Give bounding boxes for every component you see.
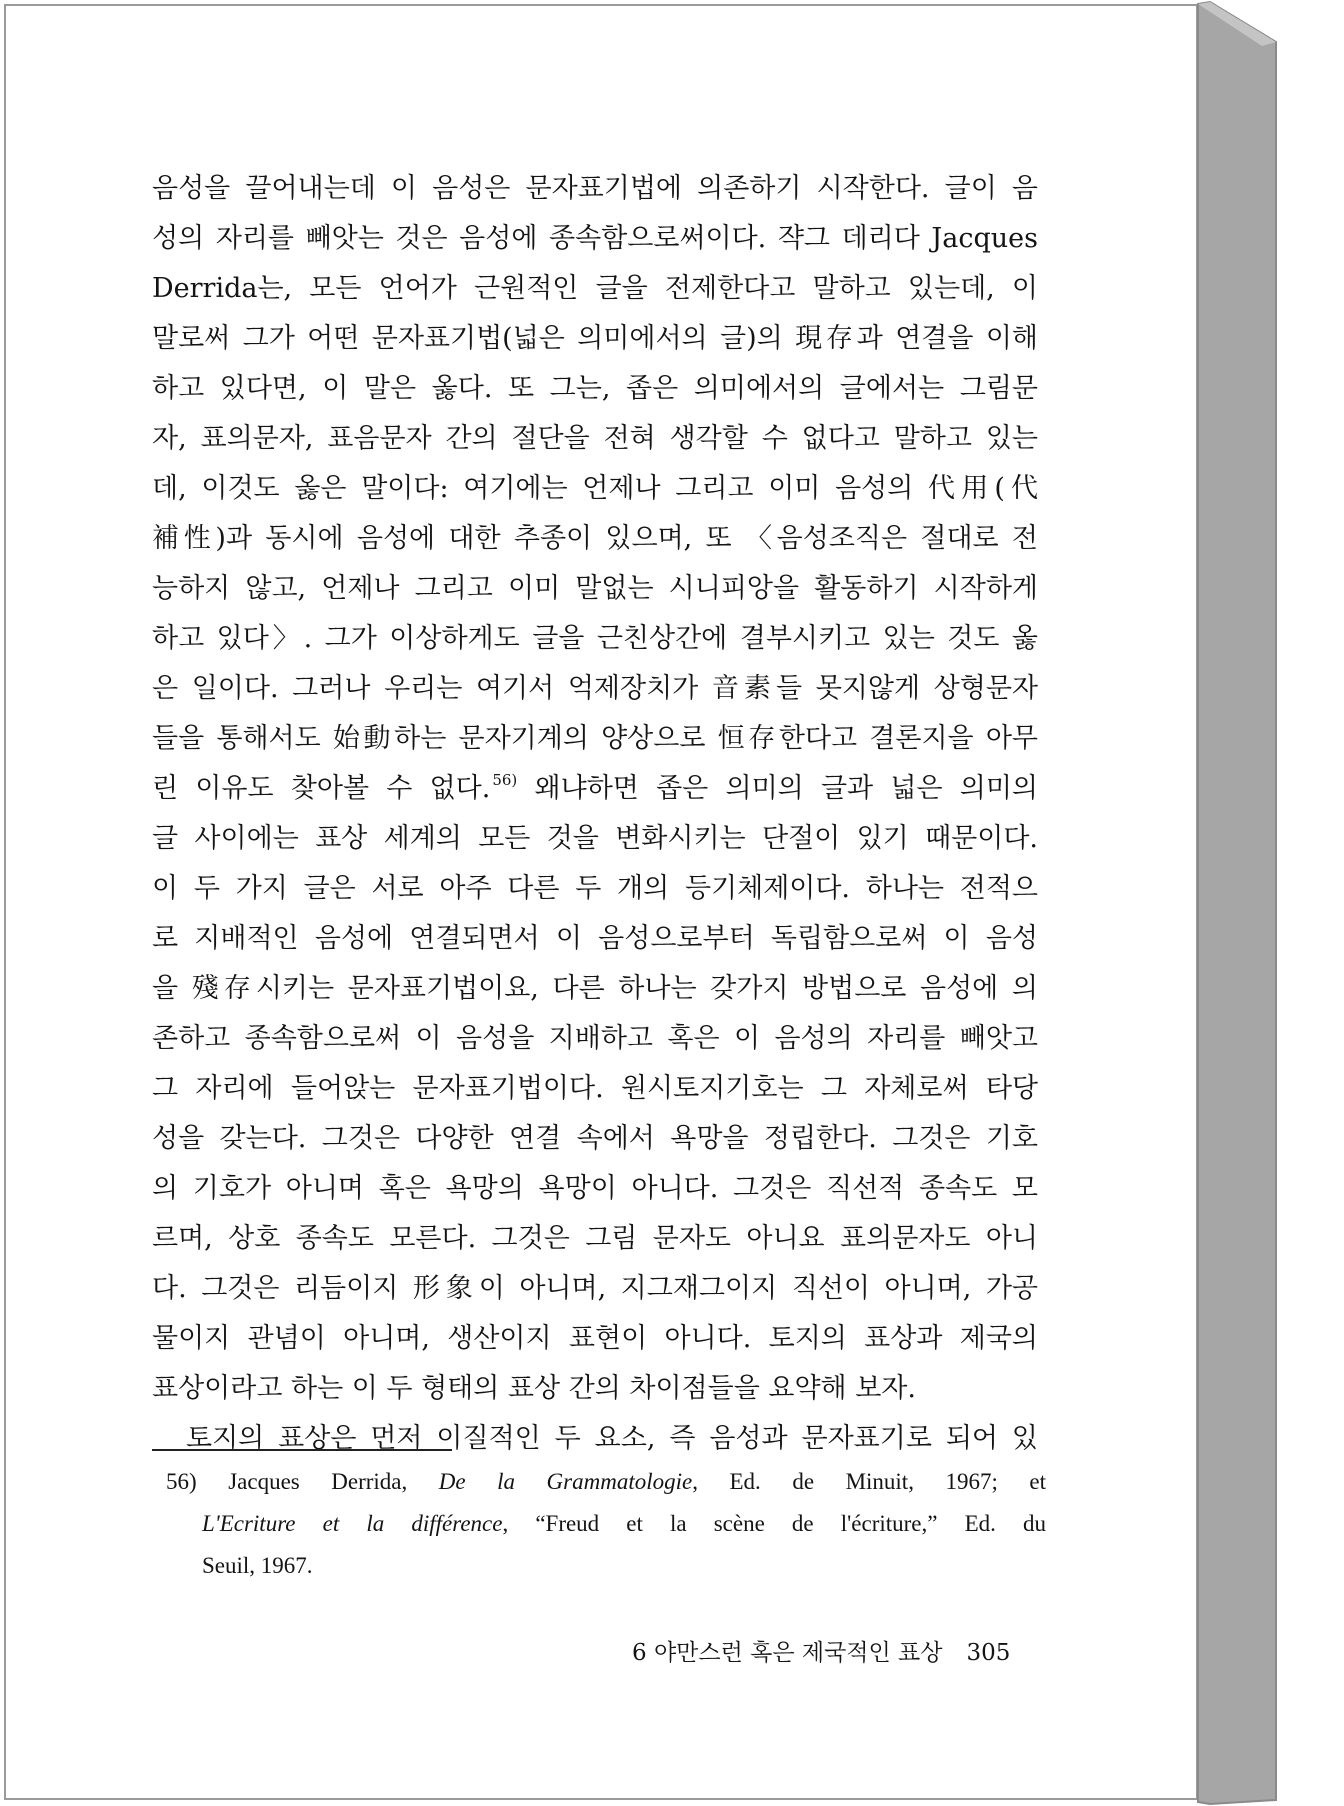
text-line: 들을 통해서도 始動하는 문자기계의 양상으로 恒存한다고 결론지을 아무 bbox=[152, 723, 1038, 754]
text-line: 다. 그것은 리듬이지 形象이 아니며, 지그재그이지 직선이 아니며, 가공 bbox=[152, 1273, 1038, 1304]
text-line: 은 일이다. 그러나 우리는 여기서 억제장치가 音素들 못지않게 상형문자 bbox=[152, 673, 1038, 704]
text-line: 데, 이것도 옳은 말이다: 여기에는 언제나 그리고 이미 음성의 代用(代 bbox=[152, 473, 1038, 504]
body-text bbox=[152, 164, 1038, 1464]
text-line: 능하지 않고, 언제나 그리고 이미 말없는 시니피앙을 활동하기 시작하게 bbox=[152, 573, 1038, 604]
footnote-line bbox=[166, 1461, 1046, 1503]
chapter-title: 6 야만스런 혹은 제국적인 표상 bbox=[632, 1640, 943, 1666]
text-segment: 린 이유도 찾아볼 수 없다. bbox=[152, 773, 491, 804]
footnote-marker: 56) bbox=[492, 771, 518, 789]
text-line: 존하고 종속함으로써 이 음성을 지배하고 혹은 이 음성의 자리를 빼앗고 bbox=[152, 1023, 1038, 1054]
text-line: Derrida는, 모든 언어가 근원적인 글을 전제한다고 말하고 있는데, 이 bbox=[152, 273, 1038, 304]
footnote-line: Seuil, 1967. bbox=[202, 1553, 313, 1578]
paragraph-first-line: 토지의 표상은 먼저 이질적인 두 요소, 즉 음성과 문자표기로 되어 있 bbox=[186, 1423, 1038, 1454]
footnote-author: Jacques Derrida, bbox=[228, 1469, 408, 1494]
text-line: 하고 있다면, 이 말은 옳다. 또 그는, 좁은 의미에서의 글에서는 그림문 bbox=[152, 373, 1038, 404]
text-line: 성을 갖는다. 그것은 다양한 연결 속에서 욕망을 정립한다. 그것은 기호 bbox=[152, 1123, 1038, 1154]
text-line: 말로써 그가 어떤 문자표기법(넓은 의미에서의 글)의 現存과 연결을 이해 bbox=[152, 323, 1038, 354]
text-line: 자, 표의문자, 표음문자 간의 절단을 전혀 생각할 수 없다고 말하고 있는 bbox=[152, 423, 1038, 454]
footnote-text: , Ed. de Minuit, 1967; et bbox=[692, 1469, 1046, 1494]
page-number: 305 bbox=[966, 1640, 1011, 1666]
text-line: 補性)과 동시에 음성에 대한 추종이 있으며, 또 〈음성조직은 절대로 전 bbox=[152, 523, 1038, 554]
text-line: 을 殘存시키는 문자표기법이요, 다른 하나는 갖가지 방법으로 음성에 의 bbox=[152, 973, 1038, 1004]
text-line-with-footnote bbox=[152, 764, 1038, 814]
text-line: 르며, 상호 종속도 모른다. 그것은 그림 문자도 아니요 표의문자도 아니 bbox=[152, 1223, 1038, 1254]
text-line: 음성을 끌어내는데 이 음성은 문자표기법에 의존하기 시작한다. 글이 음 bbox=[152, 173, 1038, 204]
running-footer bbox=[632, 1634, 1010, 1667]
footnote-56 bbox=[166, 1461, 1046, 1587]
footnote-title: De la Grammatologie bbox=[438, 1469, 693, 1494]
footnote-line bbox=[166, 1503, 1046, 1545]
text-line: 의 기호가 아니며 혹은 욕망의 욕망이 아니다. 그것은 직선적 종속도 모 bbox=[152, 1173, 1038, 1204]
text-line: 글 사이에는 표상 세계의 모든 것을 변화시키는 단절이 있기 때문이다. bbox=[152, 823, 1038, 854]
footnote-title: L'Ecriture et la différence bbox=[202, 1511, 503, 1536]
text-line: 하고 있다〉. 그가 이상하게도 글을 근친상간에 결부시키고 있는 것도 옳 bbox=[152, 623, 1038, 654]
text-line: 그 자리에 들어앉는 문자표기법이다. 원시토지기호는 그 자체로써 타당 bbox=[152, 1073, 1038, 1104]
footnote-text: , “Freud et la scène de l'écriture,” Ed. du bbox=[502, 1511, 1046, 1536]
text-segment: 왜냐하면 좁은 의미의 글과 넓은 의미의 bbox=[517, 773, 1038, 804]
text-line: 표상이라고 하는 이 두 형태의 표상 간의 차이점들을 요약해 보자. bbox=[152, 1373, 916, 1404]
text-line: 이 두 가지 글은 서로 아주 다른 두 개의 등기체제이다. 하나는 전적으 bbox=[152, 873, 1038, 904]
text-line: 로 지배적인 음성에 연결되면서 이 음성으로부터 독립함으로써 이 음성 bbox=[152, 923, 1038, 954]
footnote-number: 56) bbox=[166, 1469, 197, 1494]
text-line: 성의 자리를 빼앗는 것은 음성에 종속함으로써이다. 쟉그 데리다 Jacques bbox=[152, 223, 1038, 254]
footnote-divider bbox=[152, 1449, 452, 1451]
text-line: 물이지 관념이 아니며, 생산이지 표현이 아니다. 토지의 표상과 제국의 bbox=[152, 1323, 1038, 1354]
